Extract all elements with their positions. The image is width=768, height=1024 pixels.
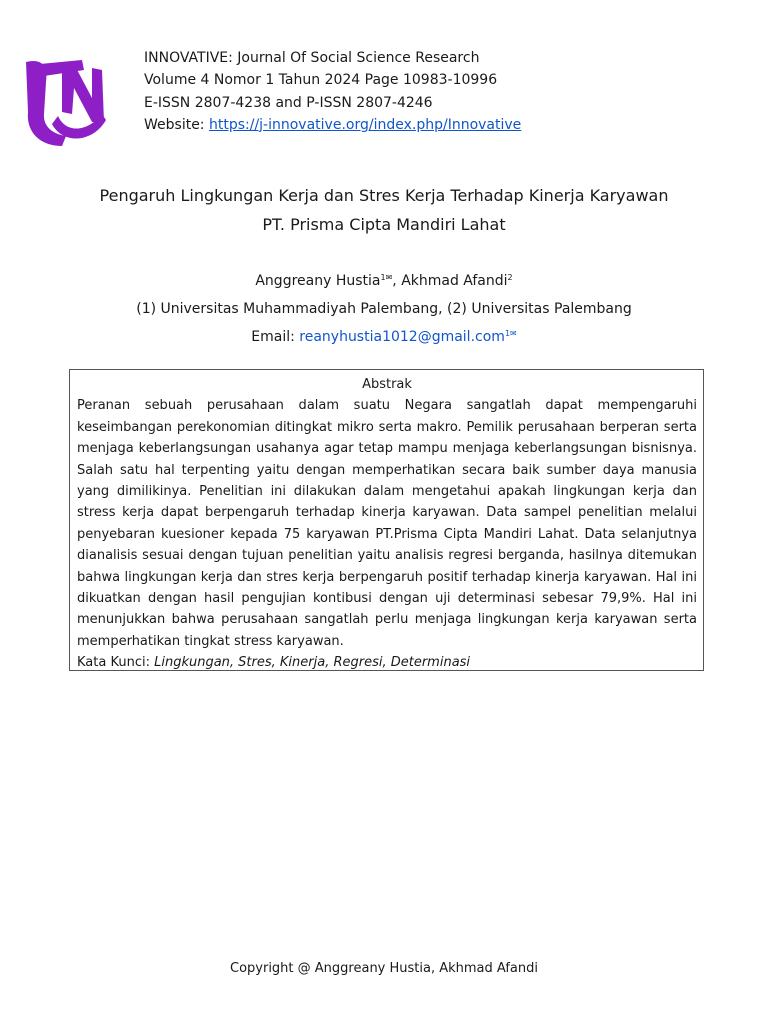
website-label: Website:	[144, 116, 209, 133]
website-link[interactable]: https://j-innovative.org/index.php/Innovative	[208, 116, 522, 133]
volume-info: Volume 4 Nomor 1 Tahun 2024 Page 10983-10996	[144, 72, 498, 89]
author-line	[0, 267, 768, 295]
affiliations: (1) Universitas Muhammadiyah Palembang, (2) Universitas Palembang	[136, 301, 632, 317]
title-line-2: PT. Prisma Cipta Mandiri Lahat	[262, 215, 506, 234]
journal-logo	[22, 52, 112, 150]
author-2: Akhmad Afandi	[401, 273, 508, 289]
author-1-mark: 1✉	[380, 273, 393, 282]
author-1: Anggreany Hustia	[255, 273, 381, 289]
email-link[interactable]: reanyhustia1012@gmail.com	[299, 329, 505, 345]
abstract-heading: Abstrak	[362, 377, 412, 392]
abstract-body: Peranan sebuah perusahaan dalam suatu Negara sangatlah dapat mempengaruhi keseimbangan perekonomian ditingkat mikro serta makro. Pemilik perusahaan berperan serta menjaga keberlangsungan usahanya agar tetap mampu menjaga keberlangsungan bisnisnya. Salah satu hal terpenting yaitu dengan memperhatikan secara baik sumber daya manusia yang dimilikinya. Penelitian ini dilakukan dalam mengetahui apakah lingkungan kerja dan stress kerja dapat berpengaruh terhadap kinerja karyawan. Data sampel penelitian melalui penyebaran kuesioner kepada 75 karyawan PT.Prisma Cipta Mandiri Lahat. Data selanjutnya dianalisis sesuai dengan tujuan penelitian yaitu analisis regresi berganda, hasilnya ditemukan bahwa lingkungan kerja dan stres kerja berpengaruh positif terhadap kinerja karyawan. Hal ini dikuatkan dengan hasil pengujian kontibusi dengan uji determinasi sebesar 79,9%. Hal ini menunjukkan bahwa perusahaan sangatlah perlu menjaga lingkungan kerja karyawan serta memperhatikan tingkat stress karyawan.	[77, 398, 697, 649]
email-line	[0, 323, 768, 351]
author-block	[0, 267, 768, 351]
email-mark: 1✉	[504, 329, 517, 338]
issn-info: E-ISSN 2807-4238 and P-ISSN 2807-4246	[144, 94, 433, 111]
paper-title	[60, 181, 708, 239]
abstract-box	[69, 369, 704, 671]
copyright-footer: Copyright @ Anggreany Hustia, Akhmad Afandi	[230, 961, 538, 976]
keywords-values: Lingkungan, Stres, Kinerja, Regresi, Determinasi	[154, 655, 471, 671]
keywords-line	[77, 652, 697, 673]
author-2-mark: 2	[507, 273, 513, 282]
website-line	[144, 114, 521, 136]
journal-header	[144, 47, 521, 136]
journal-name: INNOVATIVE: Journal Of Social Science Research	[144, 50, 480, 66]
author-separator: ,	[392, 273, 402, 289]
title-line-1: Pengaruh Lingkungan Kerja dan Stres Kerja Terhadap Kinerja Karyawan	[99, 186, 669, 205]
email-label: Email:	[251, 329, 300, 345]
keywords-label: Kata Kunci:	[77, 655, 155, 671]
